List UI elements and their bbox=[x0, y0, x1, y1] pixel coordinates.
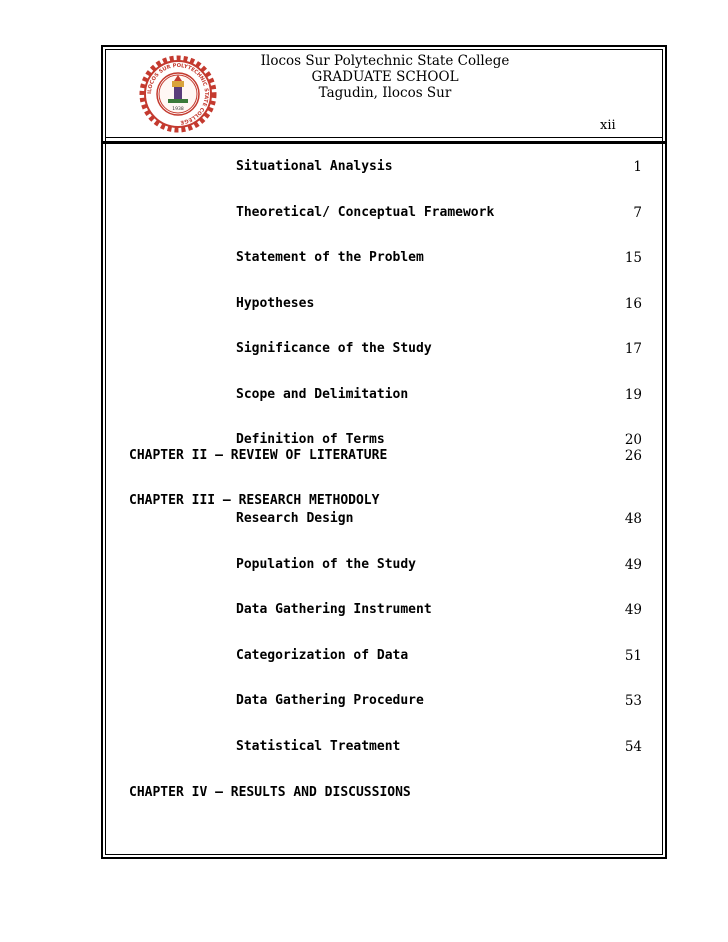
toc-entry-page: 48 bbox=[624, 511, 642, 527]
seal-year: 1938 bbox=[172, 107, 184, 112]
toc-entry-page: 51 bbox=[624, 648, 642, 664]
toc-entry bbox=[0, 386, 728, 404]
toc-entry-label: Theoretical/ Conceptual Framework bbox=[236, 205, 495, 220]
toc-entry-page: 53 bbox=[624, 693, 642, 709]
toc-entry-label: Statement of the Problem bbox=[236, 250, 424, 265]
toc-entry-page: 17 bbox=[624, 341, 642, 357]
toc-entry-page: 19 bbox=[624, 387, 642, 403]
toc-entry bbox=[0, 295, 728, 313]
toc-entry-label: Statistical Treatment bbox=[236, 739, 401, 754]
toc-entry-label: Categorization of Data bbox=[236, 648, 409, 663]
toc-entry bbox=[0, 692, 728, 710]
toc-entry bbox=[0, 556, 728, 574]
toc-entry-page: 20 bbox=[624, 432, 642, 448]
toc-entry bbox=[0, 510, 728, 528]
toc-entry-label: Definition of Terms bbox=[236, 432, 385, 447]
toc-entry-label: Data Gathering Instrument bbox=[236, 602, 432, 617]
toc-chapter bbox=[0, 447, 728, 465]
toc-entry-label: Data Gathering Procedure bbox=[236, 693, 424, 708]
seal-ring-text: ILOCOS SUR POLYTECHNIC STATE COLLEGE bbox=[146, 62, 210, 125]
school-name: GRADUATE SCHOOL bbox=[311, 69, 459, 85]
toc-entry-page: 15 bbox=[624, 250, 642, 266]
toc-entry-label: Significance of the Study bbox=[236, 341, 432, 356]
toc-entry bbox=[0, 340, 728, 358]
toc-entry-page: 49 bbox=[624, 557, 642, 573]
toc-entry bbox=[0, 601, 728, 619]
header-divider-thick bbox=[101, 141, 667, 144]
toc-chapter-label: CHAPTER II – REVIEW OF LITERATURE bbox=[129, 448, 388, 463]
toc-entry bbox=[0, 204, 728, 222]
toc-entry bbox=[0, 249, 728, 267]
page-number: xii bbox=[600, 118, 616, 133]
toc-chapter-label: CHAPTER III – RESEARCH METHODOLY bbox=[129, 493, 380, 508]
toc-entry-page: 54 bbox=[624, 739, 642, 755]
toc-entry-page: 49 bbox=[624, 602, 642, 618]
header-divider-thin bbox=[105, 137, 663, 138]
toc-chapter bbox=[0, 784, 728, 802]
toc-entry-label: Situational Analysis bbox=[236, 159, 393, 174]
toc-chapter-page: 26 bbox=[624, 448, 642, 464]
toc-entry-page: 16 bbox=[624, 296, 642, 312]
toc-chapter-label: CHAPTER IV – RESULTS AND DISCUSSIONS bbox=[129, 785, 411, 800]
toc-chapter bbox=[0, 492, 728, 510]
school-location: Tagudin, Ilocos Sur bbox=[318, 85, 452, 101]
toc-entry-label: Hypotheses bbox=[236, 296, 315, 311]
institution-name: Ilocos Sur Polytechnic State College bbox=[260, 53, 510, 69]
toc-entry-label: Population of the Study bbox=[236, 557, 417, 572]
toc-entry bbox=[0, 647, 728, 665]
toc-entry-label: Scope and Delimitation bbox=[236, 387, 409, 402]
toc-entry-page: 1 bbox=[633, 159, 642, 175]
toc-entry bbox=[0, 158, 728, 176]
toc-entry-page: 7 bbox=[633, 205, 642, 221]
toc-entry-label: Research Design bbox=[236, 511, 354, 526]
toc-entry bbox=[0, 738, 728, 756]
